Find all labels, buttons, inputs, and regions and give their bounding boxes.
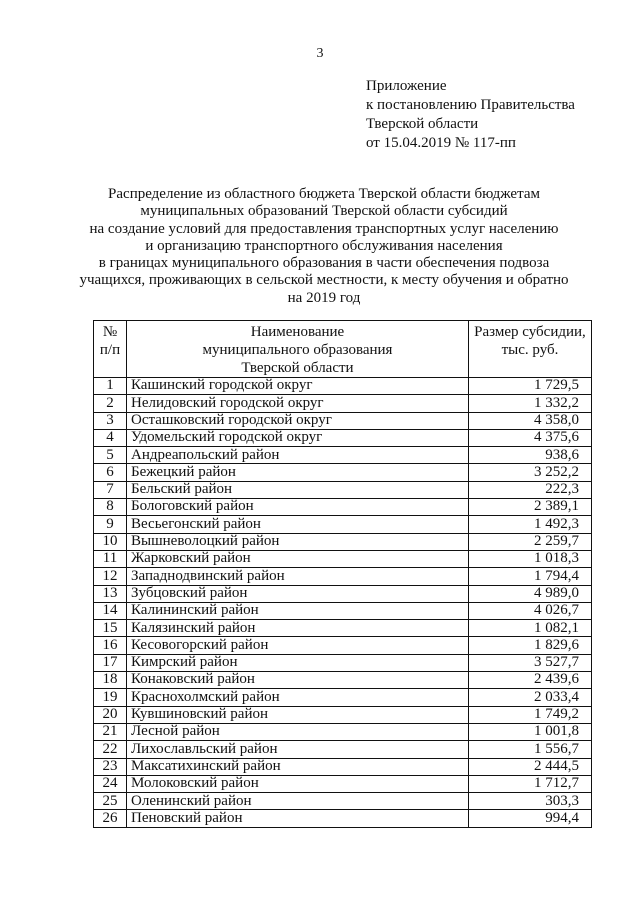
row-amount: 4 375,6 (469, 429, 592, 446)
row-name: Калязинский район (127, 620, 469, 637)
header-number-line: п/п (99, 342, 121, 358)
table-row (94, 654, 592, 671)
row-amount: 1 018,3 (469, 550, 592, 567)
row-amount: 222,3 (469, 481, 592, 498)
row-amount: 2 444,5 (469, 758, 592, 775)
table-row (94, 775, 592, 792)
table-row (94, 810, 592, 827)
row-number: 12 (94, 568, 127, 585)
row-amount: 1 712,7 (469, 775, 592, 792)
header-amount-line: Размер субсидии, (474, 324, 586, 340)
table-row (94, 585, 592, 602)
row-amount: 1 729,5 (469, 378, 592, 395)
table-row (94, 412, 592, 429)
row-amount: 1 794,4 (469, 568, 592, 585)
row-number: 18 (94, 672, 127, 689)
row-number: 1 (94, 378, 127, 395)
row-name: Зубцовский район (127, 585, 469, 602)
header-amount (469, 321, 592, 378)
row-amount: 2 033,4 (469, 689, 592, 706)
table-row (94, 516, 592, 533)
header-number-line: № (102, 324, 118, 340)
row-number: 19 (94, 689, 127, 706)
table-row (94, 689, 592, 706)
row-name: Краснохолмский район (127, 689, 469, 706)
row-name: Максатихинский район (127, 758, 469, 775)
appendix-line: Тверской области (366, 116, 479, 132)
row-amount: 3 527,7 (469, 654, 592, 671)
row-number: 21 (94, 723, 127, 740)
row-number: 17 (94, 654, 127, 671)
row-name: Нелидовский городской округ (127, 395, 469, 412)
row-amount: 303,3 (469, 793, 592, 810)
row-number: 5 (94, 447, 127, 464)
row-amount: 2 389,1 (469, 499, 592, 516)
appendix-line: к постановлению Правительства (366, 97, 575, 113)
page-number: 3 (316, 46, 324, 61)
title-line: учащихся, проживающих в сельской местности, к месту обучения и обратно (79, 272, 569, 289)
row-number: 20 (94, 706, 127, 723)
row-name: Кимрский район (127, 654, 469, 671)
header-name-line: Наименование (250, 324, 345, 340)
title-line: муниципальных образований Тверской области субсидий (140, 203, 508, 220)
row-name: Удомельский городской округ (127, 429, 469, 446)
row-name: Жарковский район (127, 550, 469, 567)
table-row (94, 758, 592, 775)
row-amount: 1 749,2 (469, 706, 592, 723)
title-line: на 2019 год (287, 289, 361, 306)
row-name: Конаковский район (127, 672, 469, 689)
appendix-line: Приложение (366, 78, 447, 94)
table-row (94, 706, 592, 723)
appendix-line: от 15.04.2019 № 117-пп (366, 135, 516, 151)
table-row (94, 378, 592, 395)
header-name (127, 321, 469, 378)
row-number: 10 (94, 533, 127, 550)
table-row (94, 568, 592, 585)
row-name: Лесной район (127, 723, 469, 740)
title-line: Распределение из областного бюджета Тверской области бюджетам (108, 186, 540, 202)
row-number: 7 (94, 481, 127, 498)
table-row (94, 395, 592, 412)
row-number: 16 (94, 637, 127, 654)
title-line: и организацию транспортного обслуживания населения (145, 237, 503, 254)
row-amount: 1 001,8 (469, 723, 592, 740)
row-amount: 4 989,0 (469, 585, 592, 602)
table-row (94, 723, 592, 740)
row-number: 22 (94, 741, 127, 758)
header-name-line: Тверской области (241, 360, 354, 376)
appendix-header (366, 77, 575, 153)
header-name-line: муниципального образования (202, 342, 393, 358)
row-number: 15 (94, 620, 127, 637)
row-amount: 2 259,7 (469, 533, 592, 550)
row-number: 26 (94, 810, 127, 827)
header-amount-line: тыс. руб. (501, 342, 559, 358)
table-header-row (94, 321, 592, 378)
row-amount: 938,6 (469, 447, 592, 464)
row-amount: 2 439,6 (469, 672, 592, 689)
row-amount: 1 492,3 (469, 516, 592, 533)
row-number: 2 (94, 395, 127, 412)
table-row (94, 741, 592, 758)
row-number: 25 (94, 793, 127, 810)
row-number: 3 (94, 412, 127, 429)
table-row (94, 499, 592, 516)
row-amount: 1 332,2 (469, 395, 592, 412)
row-name: Кесовогорский район (127, 637, 469, 654)
table-row (94, 429, 592, 446)
table-row (94, 602, 592, 619)
table-row (94, 550, 592, 567)
table-row (94, 533, 592, 550)
row-name: Вышневолоцкий район (127, 533, 469, 550)
row-amount: 1 082,1 (469, 620, 592, 637)
row-name: Бежецкий район (127, 464, 469, 481)
row-amount: 994,4 (469, 810, 592, 827)
row-number: 23 (94, 758, 127, 775)
row-number: 13 (94, 585, 127, 602)
row-number: 8 (94, 499, 127, 516)
row-amount: 1 829,6 (469, 637, 592, 654)
row-number: 4 (94, 429, 127, 446)
row-name: Молоковский район (127, 775, 469, 792)
table-row (94, 447, 592, 464)
row-name: Оленинский район (127, 793, 469, 810)
row-name: Кувшиновский район (127, 706, 469, 723)
title-line: в границах муниципального образования в части обеспечения подвоза (98, 255, 550, 272)
row-name: Бологовский район (127, 499, 469, 516)
header-number (94, 321, 127, 378)
row-name: Калининский район (127, 602, 469, 619)
row-name: Пеновский район (127, 810, 469, 827)
row-name: Осташковский городской округ (127, 412, 469, 429)
table-row (94, 620, 592, 637)
row-name: Кашинский городской округ (127, 378, 469, 395)
row-amount: 1 556,7 (469, 741, 592, 758)
row-amount: 4 026,7 (469, 602, 592, 619)
table-row (94, 481, 592, 498)
row-amount: 3 252,2 (469, 464, 592, 481)
row-name: Западнодвинский район (127, 568, 469, 585)
row-amount: 4 358,0 (469, 412, 592, 429)
row-name: Лихославльский район (127, 741, 469, 758)
row-number: 6 (94, 464, 127, 481)
subsidy-table (93, 320, 592, 828)
table-row (94, 793, 592, 810)
row-name: Весьегонский район (127, 516, 469, 533)
row-number: 24 (94, 775, 127, 792)
document-title (60, 186, 588, 307)
row-number: 11 (94, 550, 127, 567)
table-row (94, 637, 592, 654)
row-number: 14 (94, 602, 127, 619)
row-name: Бельский район (127, 481, 469, 498)
row-number: 9 (94, 516, 127, 533)
table-row (94, 464, 592, 481)
table-row (94, 672, 592, 689)
row-name: Андреапольский район (127, 447, 469, 464)
title-line: на создание условий для предоставления транспортных услуг населению (89, 220, 559, 237)
